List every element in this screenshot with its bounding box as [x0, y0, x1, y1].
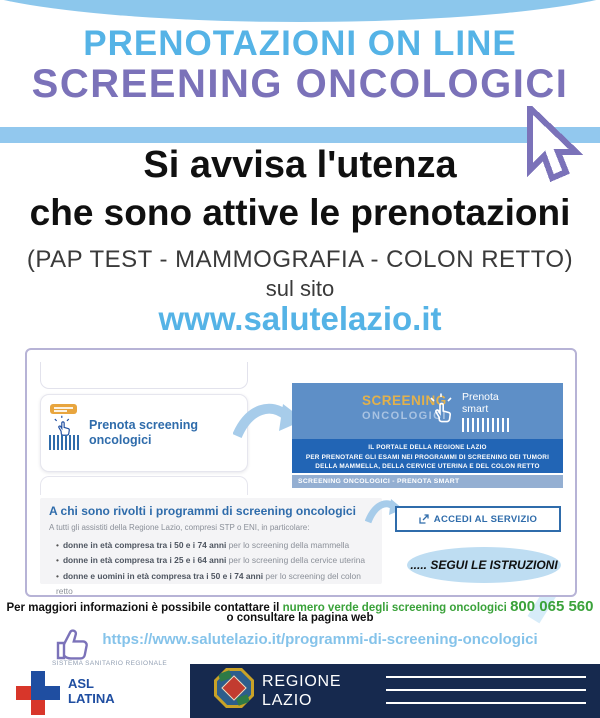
prenota-screening-card[interactable]: [40, 394, 248, 472]
screening-banner: [292, 383, 563, 488]
accedi-al-servizio-button[interactable]: [395, 506, 561, 532]
banner-title: SCREENING: [362, 393, 447, 408]
external-link-icon: [419, 514, 429, 524]
green-number-label: numero verde degli screening oncologici: [282, 602, 507, 614]
segui-istruzioni-badge: ..... SEGUI LE ISTRUZIONI: [407, 547, 561, 583]
top-arc-decoration: [0, 0, 600, 22]
prenota-smart-label: Prenota smart: [462, 391, 499, 416]
sul-sito-label: sul sito: [265, 276, 335, 301]
banner-subtitle: ONCOLOGICI: [362, 410, 447, 422]
page-title: PRENOTAZIONI ON LINE: [83, 24, 517, 63]
footer-line-decoration: [386, 702, 586, 704]
info-heading: A chi sono rivolti i programmi di screening oncologici: [49, 504, 356, 518]
barcode-icon: [49, 435, 79, 450]
asl-cross-logo: [16, 671, 60, 715]
notice-line-1: Si avvisa l'utenza: [143, 144, 457, 186]
contact-line-2: o consultare la pagina web: [226, 612, 374, 624]
website-screenshot-panel: [25, 348, 577, 597]
pixel-cursor-icon: [524, 106, 586, 194]
phone-number: 800 065 560: [510, 598, 594, 615]
click-hand-icon: [53, 415, 75, 437]
bullet-list: [56, 538, 376, 599]
partial-card-bottom: [40, 476, 248, 495]
tests-list: (PAP TEST - MAMMOGRAFIA - COLON RETTO): [26, 246, 574, 273]
asl-latina-label: ASL LATINA: [68, 676, 115, 706]
sistema-sanitario-label: SISTEMA SANITARIO REGIONALE: [52, 660, 168, 667]
info-box: [40, 498, 382, 596]
info-subheading: A tutti gli assistiti della Regione Lazio, compresi STP o ENI, in particolare:: [49, 523, 310, 532]
list-item: • donne in età compresa tra i 50 e i 74 anni per lo screening della mammella: [56, 540, 350, 550]
notice-line-2: che sono attive le prenotazioni: [29, 192, 571, 233]
site-link[interactable]: www.salutelazio.it: [158, 300, 442, 337]
banner-header: [292, 383, 563, 439]
footer-line-decoration: [386, 689, 586, 691]
partial-card-top: [40, 362, 248, 389]
regione-lazio-label: REGIONE LAZIO: [262, 673, 342, 709]
list-item: • donne in età compresa tra i 25 e i 64 anni per lo screening della cervice uterina: [56, 555, 366, 566]
breadcrumb: SCREENING ONCOLOGICI - PRENOTA SMART: [292, 475, 563, 488]
divider-bar: [0, 127, 600, 143]
list-item: • donne e uomini in età compresa tra i 50 e i 74 anni per lo screening del colon retto: [56, 570, 361, 596]
contact-prefix: Per maggiori informazioni è possibile contattare il: [6, 602, 280, 614]
banner-description: IL PORTALE DELLA REGIONE LAZIO PER PRENOTARE GLI ESAMI NEI PROGRAMMI DI SCREENING DEI TUMORI DELLA MAMMELLA, DELLA CERVICE UTERINA E DEL COLON RETTO: [292, 439, 563, 473]
info-page-url[interactable]: https://www.salutelazio.it/programmi-di-screening-oncologici: [102, 631, 538, 648]
accedi-button-label: ACCEDI AL SERVIZIO: [433, 513, 538, 525]
footer-line-decoration: [386, 676, 586, 678]
orange-tag-icon: [50, 404, 77, 414]
page-subtitle: SCREENING ONCOLOGICI: [31, 62, 569, 106]
regione-lazio-crest-icon: [214, 668, 254, 708]
prenota-card-label: Prenota screening oncologici: [89, 418, 199, 447]
banner-barcode-icon: [462, 418, 510, 432]
hand-click-icon: [430, 392, 456, 426]
